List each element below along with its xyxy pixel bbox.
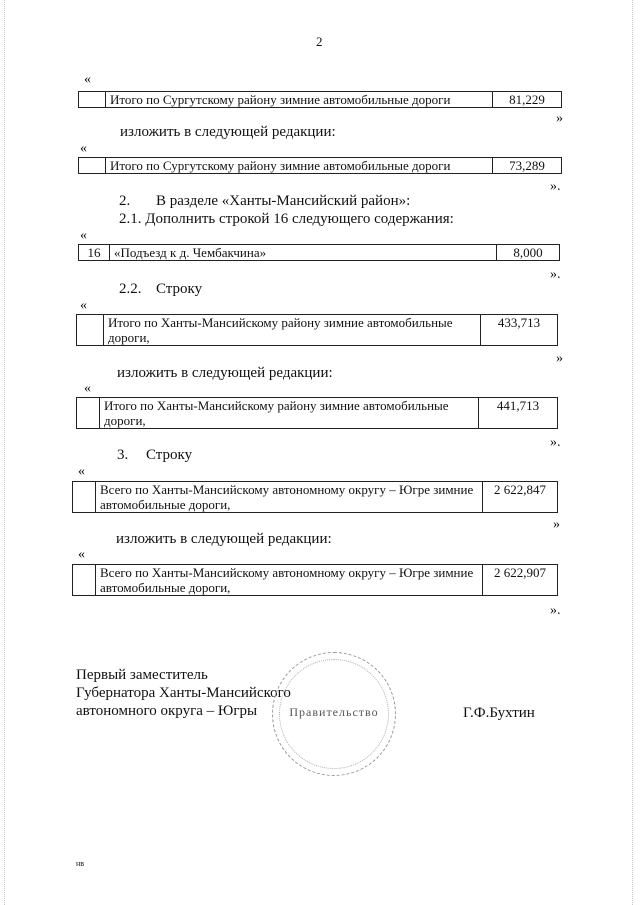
quote-close: ». — [550, 435, 561, 450]
signatory-position-line1: Первый заместитель — [76, 667, 208, 683]
section-number: 2. — [119, 193, 131, 209]
section-number: 3. — [117, 447, 129, 463]
row-text: Итого по Ханты-Мансийскому району зимние автомобильные дороги, — [100, 398, 479, 429]
subsection-label: Строку — [156, 281, 203, 297]
row-value: 81,229 — [493, 92, 562, 108]
row-value: 2 622,847 — [483, 482, 558, 513]
row-value: 73,289 — [493, 158, 562, 174]
table-row — [78, 157, 562, 174]
subsection-text: 2.1. Дополнить строкой 16 следующего содержания: — [119, 211, 454, 227]
row-number — [73, 482, 96, 513]
row-value: 433,713 — [481, 315, 558, 346]
signatory-position-line3: автономного округа – Югры — [76, 703, 258, 719]
table-row — [72, 481, 558, 513]
table-row — [78, 244, 560, 261]
row-number — [73, 565, 96, 596]
signatory-position-line2: Губернатора Ханты-Мансийского — [76, 685, 291, 701]
page-number: 2 — [316, 34, 323, 49]
row-number — [77, 398, 100, 429]
footer-initials: нв — [76, 859, 85, 868]
quote-close: ». — [550, 267, 561, 282]
scan-edge-right — [632, 0, 634, 905]
quote-open: « — [80, 298, 87, 313]
instruction-text: изложить в следующей редакции: — [117, 365, 333, 381]
quote-open: « — [78, 547, 85, 562]
table-row — [76, 397, 558, 429]
quote-open: « — [84, 72, 91, 87]
quote-close: ». — [550, 179, 561, 194]
scan-edge-left — [4, 0, 6, 905]
row-text: Всего по Ханты-Мансийскому автономному округу – Югре зимние автомобильные дороги, — [96, 482, 483, 513]
row-text: «Подъезд к д. Чембакчина» — [110, 245, 497, 261]
row-value: 8,000 — [497, 245, 560, 261]
row-value: 441,713 — [479, 398, 558, 429]
quote-close: ». — [550, 603, 561, 618]
row-number — [79, 92, 106, 108]
row-value: 2 622,907 — [483, 565, 558, 596]
instruction-text: изложить в следующей редакции: — [120, 124, 336, 140]
subsection-number: 2.2. — [119, 281, 142, 297]
row-text: Итого по Сургутскому району зимние автомобильные дороги — [106, 92, 493, 108]
row-number: 16 — [79, 245, 110, 261]
instruction-text: изложить в следующей редакции: — [116, 531, 332, 547]
row-text: Итого по Сургутскому району зимние автомобильные дороги — [106, 158, 493, 174]
row-text: Всего по Ханты-Мансийскому автономному округу – Югре зимние автомобильные дороги, — [96, 565, 483, 596]
quote-open: « — [78, 464, 85, 479]
quote-open: « — [84, 381, 91, 396]
quote-close: » — [553, 517, 560, 532]
quote-close: » — [556, 111, 563, 126]
quote-open: « — [80, 228, 87, 243]
quote-open: « — [80, 141, 87, 156]
row-number — [77, 315, 104, 346]
quote-close: » — [556, 351, 563, 366]
table-row — [76, 314, 558, 346]
table-row — [72, 564, 558, 596]
section-label: Строку — [146, 447, 193, 463]
stamp-text: Правительство — [289, 705, 379, 719]
row-number — [79, 158, 106, 174]
section-heading: В разделе «Ханты-Мансийский район»: — [156, 193, 411, 209]
signatory-name: Г.Ф.Бухтин — [463, 705, 535, 721]
row-text: Итого по Ханты-Мансийскому району зимние автомобильные дороги, — [104, 315, 481, 346]
official-stamp — [272, 652, 396, 776]
table-row — [78, 91, 562, 108]
